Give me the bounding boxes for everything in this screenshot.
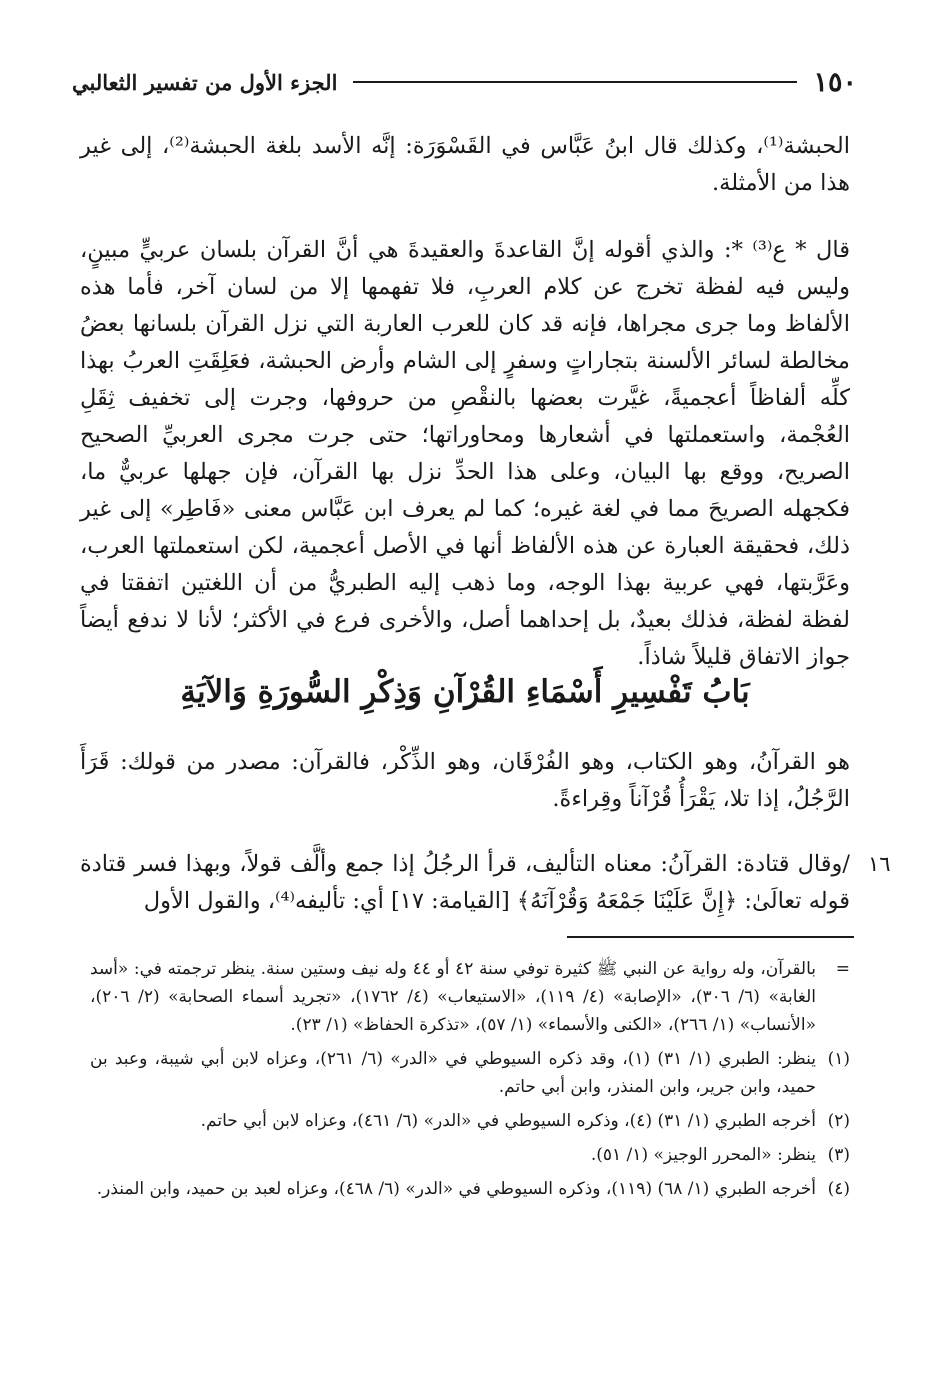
footnote-mark: (٢) xyxy=(827,1111,850,1131)
footnote-mark: (٤) xyxy=(827,1179,850,1199)
footnote-text: ينظر: الطبري (١/ ٣١) (١)، وقد ذكره السيوطي في «الدر» (٦/ ٢٦١)، وعزاه لابن أبي شيبة، وعبد بن حميد، وابن جرير، وابن المنذر، وابن أبي حاتم. xyxy=(90,1049,816,1097)
header-rule xyxy=(353,81,797,83)
footnote-text: أخرجه الطبري (١/ ٦٨) (١١٩)، وذكره السيوطي في «الدر» (٦/ ٤٦٨)، وعزاه لعبد بن حميد، وابن المنذر. xyxy=(96,1179,816,1199)
chapter-title: بَابُ تَفْسِيرِ أَسْمَاءِ القُرْآنِ وَذِكْرِ السُّورَةِ وَالآيَةِ xyxy=(180,674,750,710)
paragraph-3: هو القرآنُ، وهو الكتاب، وهو الفُرْقَان، وهو الذِّكْر، فالقرآن: مصدر من قولك: قَرَأَ الرَّجُلُ، إذا تلا، يَقْرَأُ قُرْآناً وقِراءةً. xyxy=(80,749,850,812)
footnote xyxy=(90,1141,850,1169)
footnote-mark: (١) xyxy=(827,1049,850,1069)
footnote-mark: = xyxy=(835,959,850,979)
footnote-separator xyxy=(567,936,854,938)
footnote-text: ينظر: «المحرر الوجيز» (١/ ٥١). xyxy=(590,1145,816,1165)
footnotes xyxy=(90,955,850,1209)
footnote-text: أخرجه الطبري (١/ ٣١) (٤)، وذكره السيوطي في «الدر» (٦/ ٤٦١)، وعزاه لابن أبي حاتم. xyxy=(200,1111,816,1131)
paragraph-4: /وقال قتادة: القرآنُ: معناه التأليف، قرأ الرجُلُ إذا جمع وألَّف قولاً، وبهذا فسر قتادة قوله تعالَىٰ: ﴿إِنَّ عَلَيْنَا جَمْعَهُ وَقُرْآنَهُ﴾ [القيامة: ١٧] أي: تأليفه⁽⁴⁾، والقول الأول xyxy=(80,851,850,914)
page-number: ١٥٠ xyxy=(813,66,857,98)
paragraph-1: الحبشة⁽¹⁾، وكذلك قال ابنُ عَبَّاس في القَسْوَرَة: إنَّه الأسد بلغة الحبشة⁽²⁾، إلى غير هذا من الأمثلة. xyxy=(80,133,850,196)
margin-page-mark: ١٦ xyxy=(868,852,891,876)
running-header xyxy=(72,62,857,102)
footnote-text: بالقرآن، وله رواية عن النبي ﷺ كثيرة توفي سنة ٤٢ أو ٤٤ وله نيف وستين سنة. ينظر ترجمته في: «أسد الغابة» (٦/ ٣٠٦)، «الإصابة» (٤/ ١١٩)، «الاستيعاب» (٤/ ١٧٦٢)، «تجريد أسماء الصحابة» (٢/ ٢٠٦)، «الأنساب» (١/ ٢٦٦)، «الكنى والأسماء» (١/ ٥٧)، «تذكرة الحفاظ» (١/ ٢٣). xyxy=(90,959,817,1035)
footnote xyxy=(90,1045,850,1101)
footnote xyxy=(90,955,850,1039)
running-title: الجزء الأول من تفسير الثعالبي xyxy=(72,69,338,95)
footnote xyxy=(90,1175,850,1203)
paragraph-2: قال * ع⁽³⁾ *: والذي أقوله إنَّ القاعدةَ والعقيدةَ هي أنَّ القرآن بلسان عربيٍّ مبينٍ، وليس فيه لفظة تخرج عن كلام العربِ، فلا تفهمها إلا من لسان آخر، فأما هذه الألفاظ وما جرى مجراها، فإنه قد كان للعرب العاربة التي نزل القرآن بلسانها بعضُ مخالطة لسائر الألسنة بتجاراتٍ وسفرٍ إلى الشام وأرض الحبشة، فعَلِقَتِ العربُ بهذا كلِّه ألفاظاً أعجميةً، غيَّرت بعضها بالنقْصِ من حروفها، وجرت إلى تخفيف ثِقَلِ العُجْمة، واستعملتها في أشعارها ومحاوراتها؛ حتى جرت مجرى العربيِّ الصحيح الصريح، ووقع بها البيان، وعلى هذا الحدِّ نزل بها القرآن، فإن جهلها عربيٌّ ما، فكجهله الصريحَ مما في لغة غيره؛ كما لم يعرف ابن عَبَّاس معنى «فَاطِر» إلى غير ذلك، فحقيقة العبارة عن هذه الألفاظ أنها في الأصل أعجمية، لكن استعملتها العرب، وعَرَّبتها، فهي عربية بهذا الوجه، وما ذهب إليه الطبريُّ من أن اللغتين اتفقتا في لفظة لفظة، فذلك بعيدٌ، بل إحداهما أصل، والأخرى فرع في الأكثر؛ لأنا لا ندفع أيضاً جواز الاتفاق قليلاً شاذاً. xyxy=(80,237,850,670)
footnote-mark: (٣) xyxy=(827,1145,850,1165)
footnote xyxy=(90,1107,850,1135)
